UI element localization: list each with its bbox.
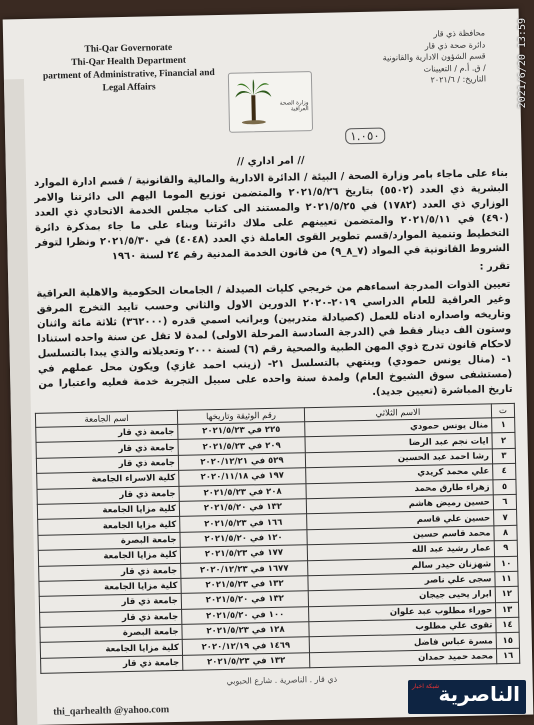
row-name: ابرار يحيى جيجان	[308, 587, 495, 606]
row-name: سجى علي ناصر	[308, 572, 495, 591]
row-number: ١٤	[496, 617, 519, 633]
letterhead-line: التاريخ: / ۲۰۲۱/٦	[346, 73, 486, 87]
row-number: ١٢	[495, 587, 518, 603]
row-name: عمار رشيد عبد الله	[307, 541, 494, 560]
row-document: ٢٠٩ في ٢٠٢١/٥/٢٣	[178, 437, 305, 455]
header-university: اسم الجامعة	[35, 410, 177, 427]
order-body	[34, 149, 513, 410]
letterhead-line: Thi-Qar Health Department	[33, 54, 223, 71]
row-name: حوراء مطلوب عبد علوان	[309, 602, 496, 621]
row-university: جامعة ذي قار	[37, 486, 179, 504]
row-name: محمد قاسم حسين	[307, 526, 494, 545]
row-university: جامعة ذي قار	[36, 440, 178, 458]
document-page	[3, 9, 534, 725]
row-university: جامعة البصرة	[38, 532, 180, 550]
row-university: جامعة ذي قار	[36, 455, 178, 473]
reference-number: ١.٠٥٠	[345, 128, 385, 145]
letterhead-line: محافظة ذي قار	[345, 27, 485, 41]
row-name: رشا احمد عبد الحسين	[305, 449, 492, 468]
row-document: ١٦٧٧ في ٢٠٢٠/١٢/٢٣	[181, 560, 308, 578]
row-name: علي محمد كريدي	[306, 464, 493, 483]
order-paragraph: بناء على ماجاء بامر وزارة الصحة / البيئة / الدائرة الادارية والمالية والقانونية / قسم ادارة الموارد البشرية ذي العدد (٥٥٠٢) بتاريخ ٢٠٢١/٥/٢٦ والمتضمن توزيع الموما اليهم الى دائرتنا والامر الوزاري ذي العدد (١٧٨٢) في ٢٠٢١/٥/٢٥ والمستند الى كتاب مجلس الخدمة الاتحادي ذي العدد (٤٩٠) في ٢٠٢١/٥/١١ والمتضمن تعيينهم على ملاك دائرتنا وبناء على ما جاء بمذكرة دائرة التخطيط وتنمية الموارد/قسم تطوير القوى العاملة ذي العدد (٤٠٤٨) في ٢٠٢١/٥/٣٠ ونظرا لتوفر الشروط القانونية في المواد (٧_٨_٩) من قانون الخدمة المدنية رقم ٢٤ لسنة ١٩٦٠	[34, 166, 510, 266]
watermark-subtitle: شبكة اخبار	[412, 683, 439, 690]
row-university: كلية مزايا الجامعة	[40, 640, 182, 658]
row-number: ١٦	[496, 648, 519, 664]
underlying-sheet	[4, 79, 38, 725]
row-document: ١٩٧ في ٢٠٢٠/١١/١٨	[179, 468, 306, 486]
order-paragraph: تعيين الذوات المدرجة اسماءهم من خريجي كليات الصيدلة / الجامعات الحكومية والاهلية العراقية وغير العراقية للعام الدراسي ٢٠١٩-٢٠٢٠ الدورين الاول والثاني وحسب تاييد التخرج المرفق وتاريخه واصداره ادناه للعمل (كصيادلة متدربين) وبراتب اسمي قدره (٣٦٢٠٠٠) ثلاثة مائة واثنان وستون الف دينار فقط في (الدرجة السادسة المرحلة الاولى) لمدة لا تقل عن سنة واحده استنادا لاحكام قانون تدرج ذوي المهن الطبية والصحية رقم (٦) لسنة ٢٠٠٠ وتعديلاته والذي يبدا بالتسلسل ١- (منال يونس حمودي) وينتهي بالتسلسل ٢١- (زينب احمد غازي) ويكون محل عملهم في (مستشفى سوق الشيوخ العام) ولمدة سنة واحده على سبيل التجربة خدمة فعليه واعتبارا من تاريخ المباشرة (تعيين جديد).	[36, 277, 512, 407]
order-title: // امر اداري //	[34, 149, 508, 174]
logo-text: وزارة الصحة العراقية	[268, 100, 308, 113]
row-number: ٢	[492, 433, 515, 449]
row-university: جامعة ذي قار	[41, 655, 183, 673]
row-document: ١٦٦ في ٢٠٢١/٥/٢٣	[180, 514, 307, 532]
footer-address: ذي قار . الناصرية . شارع الحبوبي	[226, 675, 337, 686]
row-university: جامعة ذي قار	[40, 609, 182, 627]
row-document: ١٠٠ في ٢٠٢١/٥/٢٠	[182, 606, 309, 624]
row-university: كلية الاسراء الجامعة	[37, 471, 179, 489]
letterhead-line: Legal Affairs	[34, 80, 224, 97]
arabic-letterhead	[345, 27, 486, 87]
header-name: الاسم الثلاثي	[304, 404, 491, 422]
letterhead-line: دائرة صحة ذي قار	[345, 39, 485, 53]
row-name: ايات نجم عبد الرضا	[305, 433, 492, 452]
footer-email: thi_qarhealth @yahoo.com	[53, 704, 169, 717]
row-number: ١٥	[496, 633, 519, 649]
ministry-logo	[228, 71, 313, 133]
row-document: ١٢٨ في ٢٠٢١/٥/٢٣	[182, 622, 309, 640]
row-number: ٨	[494, 525, 517, 541]
row-number: ٥	[493, 479, 516, 495]
photo-timestamp: 2021/6/20 13:59	[517, 18, 528, 108]
row-university: جامعة البصرة	[40, 624, 182, 642]
row-name: منال يونس حمودي	[305, 418, 492, 437]
row-number: ١١	[495, 571, 518, 587]
letterhead-line: Thi-Qar Governorate	[33, 41, 223, 58]
watermark-logo	[408, 680, 526, 714]
row-number: ٣	[492, 448, 515, 464]
row-document: ١٤٦٩ في ٢٠٢٠/١٢/١٩	[182, 637, 309, 655]
english-letterhead	[33, 41, 224, 97]
letterhead-line: قسم الشؤون الادارية والقانونية	[345, 50, 485, 64]
row-university: جامعة ذي قار	[39, 563, 181, 581]
row-name: شهزنان حيدر سالم	[308, 556, 495, 575]
row-university: كلية مزايا الجامعة	[38, 548, 180, 566]
header-no: ت	[491, 403, 514, 417]
row-number: ١	[492, 417, 515, 433]
row-document: ٢٢٥ في ٢٠٢١/٥/٢٣	[178, 422, 305, 440]
row-document: ٢٠٨ في ٢٠٢١/٥/٢٣	[179, 483, 306, 501]
row-number: ٧	[494, 510, 517, 526]
watermark-title: الناصرية	[439, 682, 520, 706]
row-university: كلية مزايا الجامعة	[39, 578, 181, 596]
row-document: ١٣٢ في ٢٠٢١/٥/٢٣	[181, 576, 308, 594]
row-document: ١٢٠ في ٢٠٢١/٥/٢٠	[180, 529, 307, 547]
row-name: زهراء طارق محمد	[306, 479, 493, 498]
row-number: ١٣	[495, 602, 518, 618]
row-name: حسين علي قاسم	[307, 510, 494, 529]
row-university: جامعة ذي قار	[36, 424, 178, 442]
row-number: ٤	[493, 464, 516, 480]
row-name: حسين رميض هاشم	[306, 495, 493, 514]
row-name: محمد حميد حمدان	[309, 649, 496, 668]
row-university: جامعة ذي قار	[39, 594, 181, 612]
row-document: ١٧٧ في ٢٠٢١/٥/٢٣	[180, 545, 307, 563]
row-name: مسرة عباس فاضل	[309, 633, 496, 652]
row-document: ٥٢٩ في ٢٠٢٠/١٢/٢١	[178, 453, 305, 471]
row-document: ١٣٢ في ٢٠٢١/٥/٢٣	[183, 653, 310, 671]
row-university: كلية مزايا الجامعة	[37, 501, 179, 519]
row-number: ٩	[494, 540, 517, 556]
row-number: ٦	[493, 494, 516, 510]
letterhead-line: / ق. أ.م / التعيينات	[346, 62, 486, 76]
row-number: ١٠	[495, 556, 518, 572]
row-name: تقوى علي مطلوب	[309, 618, 496, 637]
letterhead-line: partment of Administrative, Financial and	[34, 67, 224, 84]
row-university: كلية مزايا الجامعة	[38, 517, 180, 535]
row-document: ١٣٢ في ٢٠٢١/٥/٢٠	[179, 499, 306, 517]
decision-label: تقرر :	[36, 259, 510, 284]
header-document: رقم الوثيقة وتاريخها	[177, 408, 304, 425]
appointees-table	[35, 403, 520, 674]
row-document: ١٣٢ في ٢٠٢١/٥/٢٠	[181, 591, 308, 609]
